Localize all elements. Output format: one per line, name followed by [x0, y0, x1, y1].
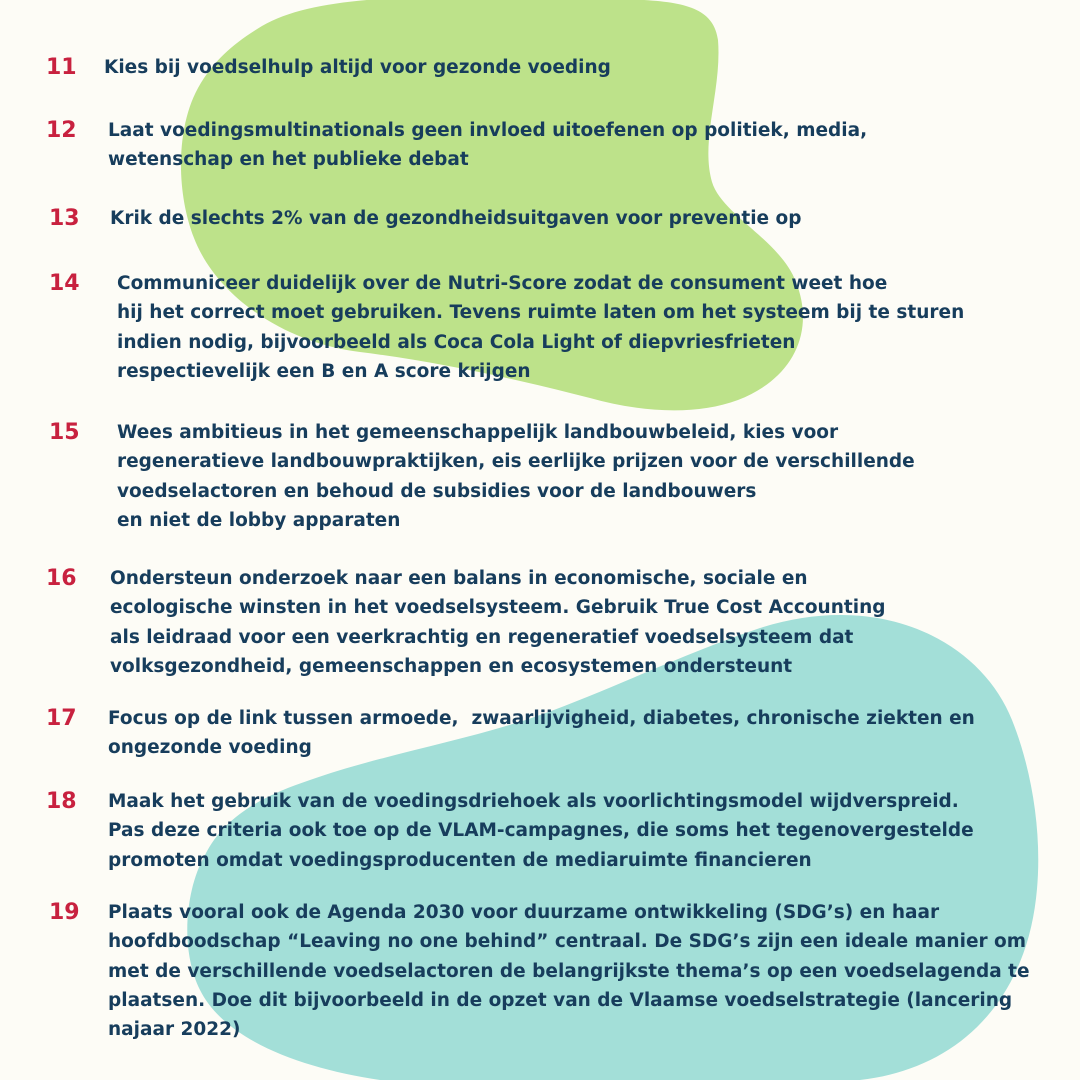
item-number: 18 — [46, 789, 77, 814]
item-number: 19 — [49, 900, 80, 925]
item-text: Maak het gebruik van de voedingsdriehoek als voorlichtingsmodel wijdverspreid. Pas deze criteria ook toe op de VLAM-campagnes, die soms het tegenovergestelde promoten omdat voedingsproducenten de mediaruimte financieren — [108, 791, 974, 871]
item-number: 17 — [46, 706, 77, 731]
item-number: 12 — [46, 118, 77, 143]
item-text: Kies bij voedselhulp altijd voor gezonde voeding — [104, 57, 611, 78]
item-text: Wees ambitieus in het gemeenschappelijk landbouwbeleid, kies voor regeneratieve landbouwpraktijken, eis eerlijke prijzen voor de verschillende voedselactoren en behoud de subsidies voor de landbouwers en niet de lobby apparaten — [117, 422, 915, 531]
item-text: Plaats vooral ook de Agenda 2030 voor duurzame ontwikkeling (SDG’s) en haar hoofdboodschap “Leaving no one behind” centraal. De SDG’s zijn een ideale manier om met de verschillende voedselactoren de belangrijkste thema’s op een voedselagenda te plaatsen. Doe dit bijvoorbeeld in de opzet van de Vlaamse voedselstrategie (lancering najaar 2022) — [108, 902, 1030, 1041]
item-number: 15 — [49, 420, 80, 445]
item-text: Ondersteun onderzoek naar een balans in economische, sociale en ecologische winsten in het voedselsysteem. Gebruik True Cost Accounting als leidraad voor een veerkrachtig en regeneratief voedselsysteem dat volksgezondheid, gemeenschappen en ecosystemen ondersteunt — [110, 568, 886, 677]
item-number: 14 — [49, 271, 80, 296]
item-text: Focus op de link tussen armoede, zwaarlijvigheid, diabetes, chronische ziekten en ongezonde voeding — [108, 708, 975, 759]
item-text: Laat voedingsmultinationals geen invloed uitoefenen op politiek, media, wetenschap en het publieke debat — [108, 120, 868, 171]
item-number: 11 — [46, 55, 77, 80]
item-text: Krik de slechts 2% van de gezondheidsuitgaven voor preventie op — [110, 208, 802, 229]
item-text: Communiceer duidelijk over de Nutri-Score zodat de consument weet hoe hij het correct moet gebruiken. Tevens ruimte laten om het systeem bij te sturen indien nodig, bijvoorbeeld als Coca Cola Light of diepvriesfrieten respectievelijk een B en A score krijgen — [117, 273, 965, 382]
item-number: 13 — [49, 206, 80, 231]
item-number: 16 — [46, 566, 77, 591]
